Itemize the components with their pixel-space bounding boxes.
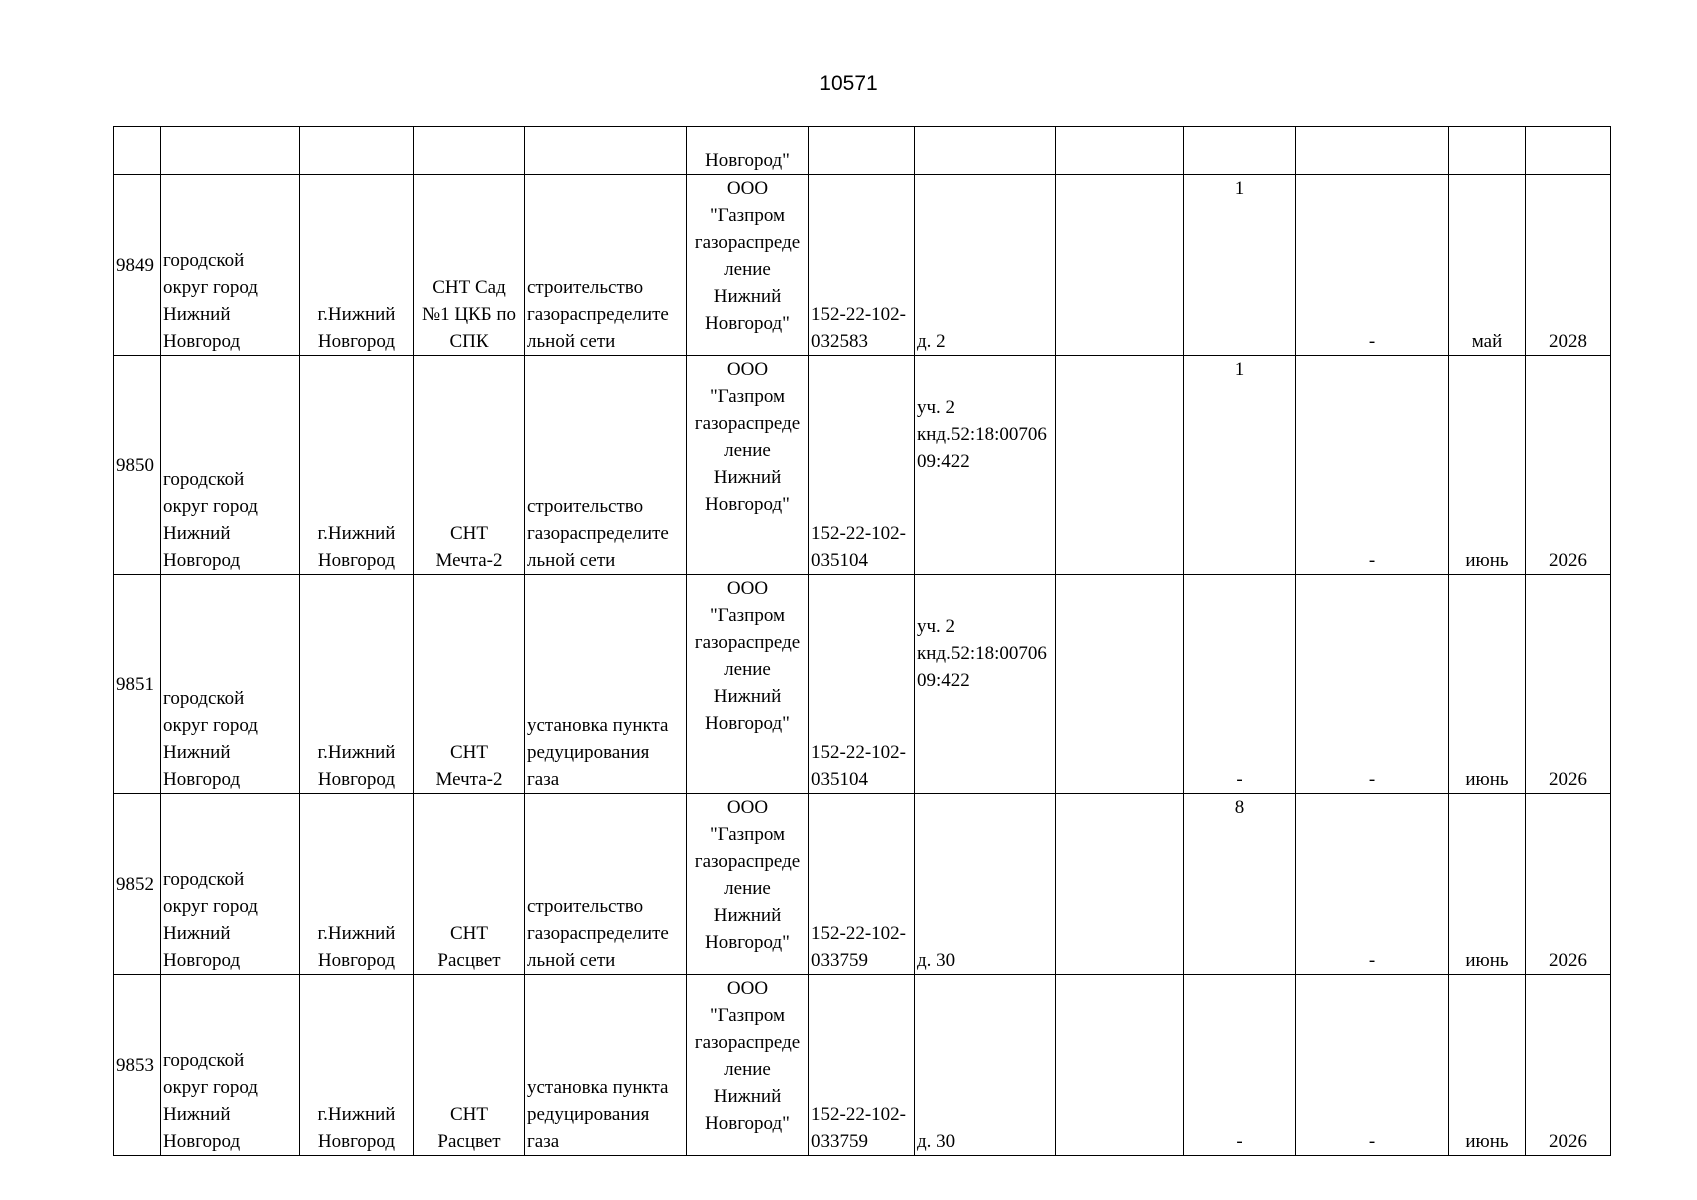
dash-cell: - — [1296, 356, 1449, 575]
city-cell: г.Нижний Новгород — [300, 575, 414, 794]
empty-cell — [1056, 356, 1184, 575]
data-table — [113, 126, 1611, 1156]
district-cell: городской округ город Нижний Новгород — [161, 794, 300, 975]
city-cell: г.Нижний Новгород — [300, 356, 414, 575]
dash-cell: - — [1296, 575, 1449, 794]
owner-cell: ООО "Газпром газораспреде ление Нижний Новгород" — [687, 794, 809, 975]
district-cell: городской округ город Нижний Новгород — [161, 356, 300, 575]
year-cell: 2028 — [1526, 175, 1611, 356]
code-cell: 152-22-102- 035104 — [809, 575, 915, 794]
table-row — [114, 356, 1611, 575]
address-cell: уч. 2 кнд.52:18:00706 09:422 — [915, 575, 1056, 794]
address-cell: д. 30 — [915, 794, 1056, 975]
object-cell: СНТ Расцвет — [414, 794, 525, 975]
code-cell: 152-22-102- 035104 — [809, 356, 915, 575]
count-cell: 8 — [1184, 794, 1296, 975]
address-cell: д. 2 — [915, 175, 1056, 356]
object-cell: СНТ Сад №1 ЦКБ по СПК — [414, 175, 525, 356]
dash-cell: - — [1296, 794, 1449, 975]
count-cell: 1 — [1184, 175, 1296, 356]
row-number: 9851 — [114, 575, 161, 794]
month-cell: июнь — [1449, 975, 1526, 1156]
table-row — [114, 794, 1611, 975]
owner-cell: ООО "Газпром газораспреде ление Нижний Новгород" — [687, 175, 809, 356]
owner-cell: Новгород" — [687, 127, 809, 175]
table-row — [114, 975, 1611, 1156]
month-cell: май — [1449, 175, 1526, 356]
object-cell: СНТ Расцвет — [414, 975, 525, 1156]
row-number: 9850 — [114, 356, 161, 575]
city-cell: г.Нижний Новгород — [300, 794, 414, 975]
address-cell: д. 30 — [915, 975, 1056, 1156]
count-cell: - — [1184, 575, 1296, 794]
year-cell: 2026 — [1526, 356, 1611, 575]
page-number: 10571 — [819, 72, 878, 95]
district-cell: городской округ город Нижний Новгород — [161, 575, 300, 794]
table-row — [114, 175, 1611, 356]
empty-cell — [1056, 575, 1184, 794]
work-cell: строительство газораспределите льной сети — [525, 175, 687, 356]
dash-cell: - — [1296, 175, 1449, 356]
city-cell: г.Нижний Новгород — [300, 175, 414, 356]
row-number: 9853 — [114, 975, 161, 1156]
work-cell: установка пункта редуцирования газа — [525, 975, 687, 1156]
table-row — [114, 575, 1611, 794]
district-cell: городской округ город Нижний Новгород — [161, 175, 300, 356]
count-cell: 1 — [1184, 356, 1296, 575]
year-cell: 2026 — [1526, 975, 1611, 1156]
city-cell: г.Нижний Новгород — [300, 975, 414, 1156]
year-cell: 2026 — [1526, 794, 1611, 975]
work-cell: строительство газораспределите льной сети — [525, 794, 687, 975]
month-cell: июнь — [1449, 575, 1526, 794]
count-cell: - — [1184, 975, 1296, 1156]
empty-cell — [1056, 794, 1184, 975]
code-cell: 152-22-102- 033759 — [809, 975, 915, 1156]
month-cell: июнь — [1449, 794, 1526, 975]
empty-cell — [1056, 175, 1184, 356]
owner-cell: ООО "Газпром газораспреде ление Нижний Новгород" — [687, 975, 809, 1156]
object-cell: СНТ Мечта-2 — [414, 356, 525, 575]
year-cell: 2026 — [1526, 575, 1611, 794]
address-cell: уч. 2 кнд.52:18:00706 09:422 — [915, 356, 1056, 575]
object-cell: СНТ Мечта-2 — [414, 575, 525, 794]
month-cell: июнь — [1449, 356, 1526, 575]
code-cell: 152-22-102- 032583 — [809, 175, 915, 356]
row-number: 9852 — [114, 794, 161, 975]
district-cell: городской округ город Нижний Новгород — [161, 975, 300, 1156]
owner-cell: ООО "Газпром газораспреде ление Нижний Новгород" — [687, 356, 809, 575]
owner-cell: ООО "Газпром газораспреде ление Нижний Новгород" — [687, 575, 809, 794]
dash-cell: - — [1296, 975, 1449, 1156]
table-row — [114, 127, 1611, 175]
work-cell: строительство газораспределите льной сети — [525, 356, 687, 575]
row-number: 9849 — [114, 175, 161, 356]
work-cell: установка пункта редуцирования газа — [525, 575, 687, 794]
empty-cell — [1056, 975, 1184, 1156]
code-cell: 152-22-102- 033759 — [809, 794, 915, 975]
